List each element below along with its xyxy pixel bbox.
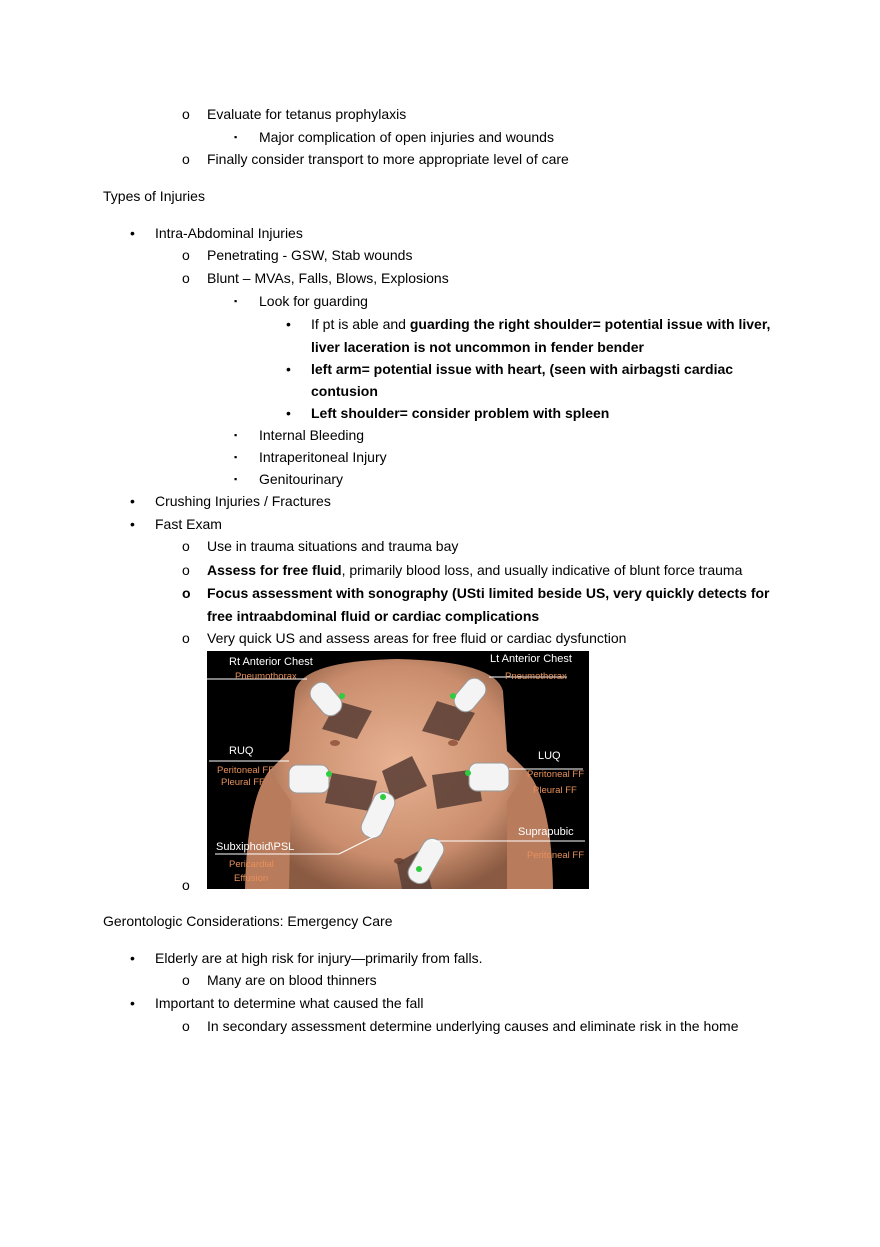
list-marker-circle: o	[182, 630, 190, 646]
list-item: Important to determine what caused the fall	[155, 995, 424, 1011]
list-item: left arm= potential issue with heart, (seen with airbagsti cardiac	[311, 361, 734, 377]
list-marker-circle: o	[182, 1018, 190, 1034]
list-item: Focus assessment with sonography (USti limited beside US, very quickly detects for	[207, 585, 770, 601]
list-marker-bullet: •	[286, 316, 291, 332]
list-item: Very quick US and assess areas for free fluid or cardiac dysfunction	[207, 630, 627, 646]
list-item: Many are on blood thinners	[207, 972, 377, 988]
list-marker-square: ▪	[234, 452, 238, 462]
figure-label: Suprapubic	[518, 826, 574, 838]
figure-sublabel: Pneumothorax	[235, 671, 297, 682]
guarding-bold-text: liver laceration is not uncommon in fender bender	[311, 339, 644, 355]
list-item: Penetrating - GSW, Stab wounds	[207, 247, 413, 263]
list-marker-square: ▪	[234, 132, 238, 142]
list-marker-square: ▪	[234, 474, 238, 484]
ultrasound-probe	[289, 765, 332, 793]
list-marker-circle: o	[182, 270, 190, 286]
list-item: Crushing Injuries / Fractures	[155, 493, 331, 509]
list-marker-square: ▪	[234, 296, 238, 306]
guarding-text: If pt is able and	[311, 316, 410, 332]
list-item: Intra-Abdominal Injuries	[155, 225, 303, 241]
nipple	[330, 740, 340, 746]
list-marker-bullet: •	[286, 361, 291, 377]
list-item: Evaluate for tetanus prophylaxis	[207, 106, 407, 122]
list-item	[311, 313, 770, 335]
figure-sublabel: Peritoneal FF	[217, 765, 275, 776]
list-item-continuation	[311, 336, 644, 358]
section-heading: Gerontologic Considerations: Emergency Care	[103, 913, 393, 929]
figure-sublabel: Pleural FF	[221, 777, 265, 788]
list-item: Blunt – MVAs, Falls, Blows, Explosions	[207, 270, 449, 286]
list-item: Genitourinary	[259, 471, 344, 487]
figure-label: Subxiphoid\PSL	[216, 841, 295, 853]
figure-sublabel: Pleural FF	[533, 785, 577, 796]
list-item: Intraperitoneal Injury	[259, 449, 387, 465]
list-item: Major complication of open injuries and wounds	[259, 129, 554, 145]
list-marker-bullet: •	[130, 995, 135, 1011]
list-item: Look for guarding	[259, 293, 368, 309]
list-marker-circle: o	[182, 562, 190, 578]
figure-label: Lt Anterior Chest	[490, 653, 572, 665]
list-item: Use in trauma situations and trauma bay	[207, 538, 459, 554]
fast-exam-figure	[207, 651, 589, 889]
list-marker-circle: o	[182, 538, 190, 554]
list-item: Finally consider transport to more appropriate level of care	[207, 151, 569, 167]
list-marker-circle: o	[182, 972, 190, 988]
list-marker-circle: o	[182, 106, 190, 122]
list-item: Elderly are at high risk for injury—primarily from falls.	[155, 950, 483, 966]
figure-sublabel: Peritoneal FF	[527, 769, 585, 780]
list-marker-bullet: •	[130, 493, 135, 509]
figure-label: RUQ	[229, 745, 254, 757]
list-marker-bullet: •	[286, 405, 291, 421]
list-marker-circle: o	[182, 247, 190, 263]
list-item: Assess for free fluid, primarily blood loss, and usually indicative of blunt force trauma	[207, 562, 743, 578]
list-item-continuation: contusion	[311, 383, 378, 399]
list-marker-bullet: •	[130, 516, 135, 532]
list-item: Fast Exam	[155, 516, 222, 532]
list-marker-bullet: •	[130, 950, 135, 966]
list-marker-circle: o	[182, 585, 191, 601]
list-marker-square: ▪	[234, 430, 238, 440]
guarding-bold-text: guarding the right shoulder= potential issue with liver,	[409, 316, 771, 332]
list-item: Internal Bleeding	[259, 427, 365, 443]
list-marker-circle: o	[182, 151, 190, 167]
figure-sublabel: Pneumothorax	[505, 671, 567, 682]
figure-sublabel: Effusion	[234, 873, 269, 884]
figure-sublabel: Peritoneal FF	[527, 850, 585, 861]
list-item: In secondary assessment determine underlying causes and eliminate risk in the home	[207, 1018, 739, 1034]
list-item-continuation: free intraabdominal fluid or cardiac complications	[207, 608, 540, 624]
figure-label: LUQ	[538, 750, 561, 762]
section-heading: Types of Injuries	[103, 188, 205, 204]
figure-label: Rt Anterior Chest	[229, 656, 313, 668]
nipple	[448, 740, 458, 746]
figure-sublabel: Pericardial	[229, 859, 274, 870]
ultrasound-probe	[465, 763, 509, 791]
list-item: Left shoulder= consider problem with spleen	[311, 405, 610, 421]
list-marker-bullet: •	[130, 225, 135, 241]
list-marker-circle: o	[182, 877, 190, 893]
